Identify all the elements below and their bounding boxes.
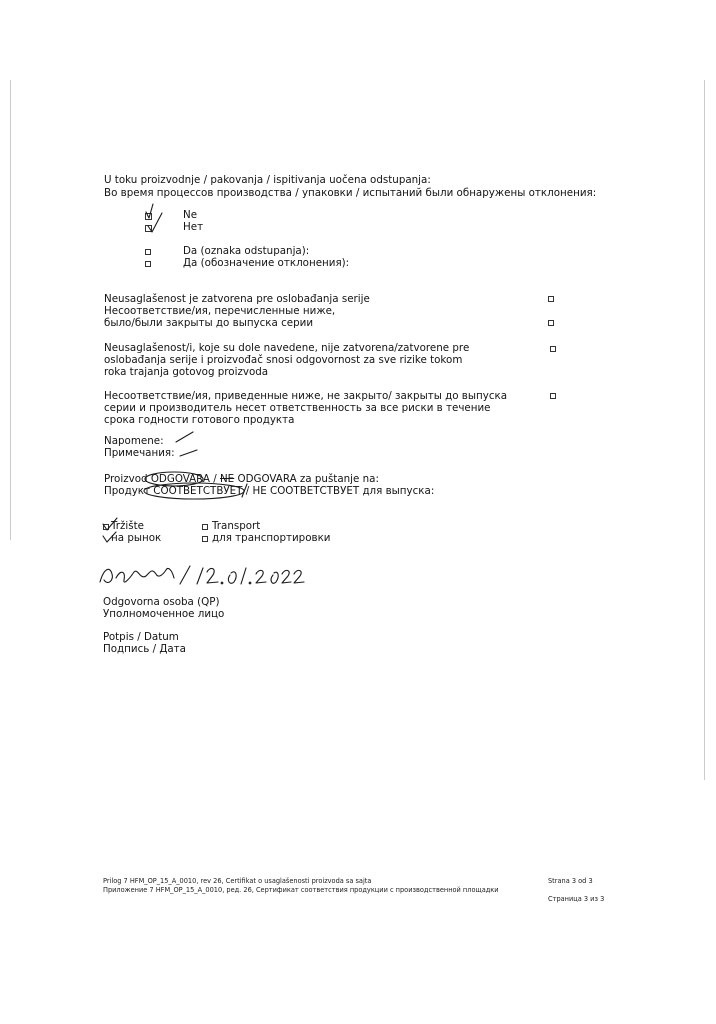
product-sep-sr: /	[209, 473, 220, 485]
target-transport-label-ru: для транспортировки	[212, 532, 331, 544]
notes-label-ru: Примечания:	[104, 447, 175, 459]
question-sr: U toku proizvodnje / pakovanja / ispitivanja uočena odstupanja:	[104, 174, 431, 186]
footer-line-sr: Prilog 7 HFM_OP_15_A_0010, rev 26, Certifikat o usaglašenosti proizvoda sa sajta	[103, 877, 372, 885]
date-digit-2a-icon	[207, 568, 218, 583]
option-yes-label-ru: Да (обозначение отклонения):	[183, 257, 350, 269]
footer-page-ru: Страница 3 из 3	[548, 895, 605, 903]
option-no-label-sr: Ne	[183, 209, 198, 221]
date-dot-1-icon	[221, 582, 223, 584]
option-no-checkbox-ru[interactable]	[145, 225, 152, 232]
scan-edge-left	[10, 80, 11, 540]
statement-3-line-1: Несоответствие/ия, приведенные ниже, не закрыто/ закрыты до выпуска	[104, 390, 508, 402]
statement-1-line-2: Несоответствие/ия, перечисленные ниже,	[104, 305, 336, 317]
option-yes-checkbox[interactable]	[145, 249, 151, 255]
date-digit-1a-icon	[197, 568, 203, 584]
notes-label-sr: Napomene:	[104, 435, 164, 447]
option-yes-checkbox-ru[interactable]	[145, 261, 151, 267]
qp-role-sr: Odgovorna osoba (QP)	[103, 596, 220, 608]
statement-1-checkbox-ru[interactable]	[548, 320, 554, 326]
qp-role-ru: Уполномоченное лицо	[103, 608, 225, 620]
date-digit-1b-icon	[241, 568, 246, 584]
product-line-sr	[104, 473, 379, 485]
statement-1-checkbox[interactable]	[548, 296, 554, 302]
product-prefix-sr: Proizvod	[104, 473, 151, 485]
target-market-checkbox[interactable]	[103, 524, 109, 530]
product-sep-ru: /	[242, 485, 253, 497]
sign-date-label-ru: Подпись / Дата	[103, 643, 186, 655]
sign-date-label-sr: Potpis / Datum	[103, 631, 179, 643]
target-transport-checkbox-ru[interactable]	[202, 536, 208, 542]
option-no-label-ru: Нет	[183, 221, 204, 233]
target-transport-checkbox[interactable]	[202, 524, 208, 530]
question-ru: Во время процессов производства / упаковки / испытаний были обнаружены отклонения:	[104, 187, 597, 199]
statement-2-line-2: oslobađanja serije i proizvođač snosi odgovornost za sve rizike tokom	[104, 354, 463, 366]
target-market-label-ru: на рынок	[111, 532, 162, 544]
product-circled-ru: СООТВЕТСТВУЕТ	[153, 485, 243, 497]
target-market-label-sr: Tržište	[111, 520, 145, 532]
statement-3-line-2: серии и производитель несет ответственность за все риски в течение	[104, 402, 491, 414]
date-digit-2b-icon	[256, 570, 266, 583]
product-suffix-sr: ODGOVARA za puštanje na:	[234, 473, 379, 485]
date-dot-2-icon	[249, 582, 251, 584]
signature-scribble-icon	[100, 568, 174, 582]
statement-2-checkbox[interactable]	[550, 346, 556, 352]
date-digit-0-icon	[228, 572, 236, 583]
footer-page-sr: Strana 3 od 3	[548, 877, 593, 885]
product-prefix-ru: Продукт	[104, 485, 154, 497]
date-digit-2c-icon	[282, 570, 291, 583]
signature-slash-icon	[180, 566, 190, 584]
statement-2-line-1: Neusaglašenost/i, koje su dole navedene, nije zatvorena/zatvorene pre	[104, 342, 470, 354]
notes-dash-sr-icon	[176, 432, 193, 442]
scan-edge-right	[704, 80, 705, 780]
product-rest-ru: НЕ СООТВЕТСТВУЕТ для выпуска:	[252, 485, 435, 497]
product-line-ru	[104, 485, 434, 497]
statement-1-line-3: было/были закрыты до выпуска серии	[104, 317, 314, 329]
product-circled-sr: ODGOVARA	[150, 473, 210, 485]
product-struck-sr: NE	[219, 473, 235, 485]
footer-line-ru: Приложение 7 HFM_OP_15_A_0010, ред. 26, Сертификат соответствия продукции с производственной площадки	[103, 886, 499, 894]
statement-1-line-1: Neusaglašenost je zatvorena pre oslobađanja serije	[104, 293, 370, 305]
target-transport-label-sr: Transport	[212, 520, 261, 532]
option-yes-label-sr: Da (oznaka odstupanja):	[183, 245, 310, 257]
statement-2-line-3: roka trajanja gotovog proizvoda	[104, 366, 269, 378]
statement-3-line-3: срока годности готового продукта	[104, 414, 295, 426]
statement-3-checkbox[interactable]	[550, 393, 556, 399]
notes-dash-ru-icon	[180, 450, 197, 456]
option-no-checkbox[interactable]	[145, 213, 152, 220]
date-digit-0b-icon	[271, 572, 278, 583]
date-digit-2d-icon	[294, 570, 304, 583]
